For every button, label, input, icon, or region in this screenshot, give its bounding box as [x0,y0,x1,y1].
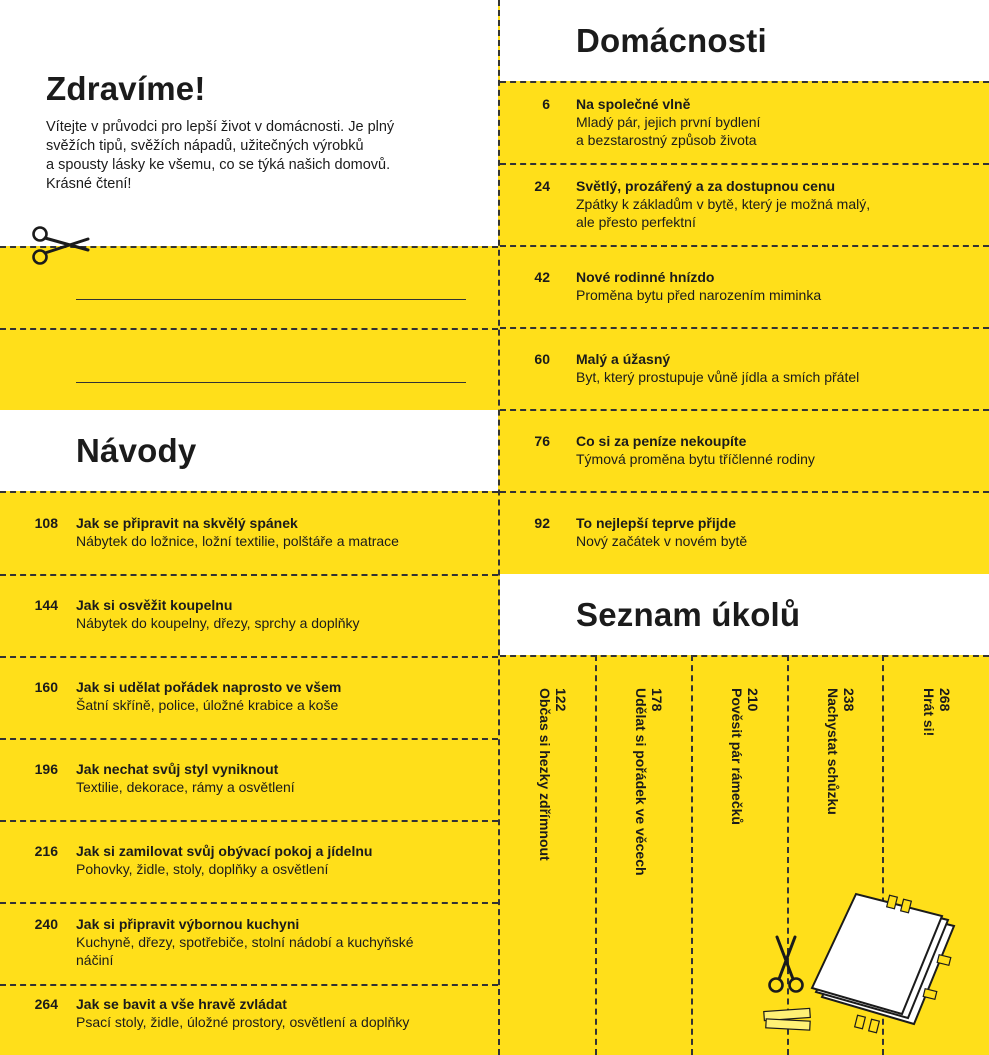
item-desc: Zpátky k základům v bytě, který je možná malý, [576,196,871,212]
page-number: 216 [34,843,58,859]
page-number: 6 [542,96,550,112]
item-desc: Byt, který prostupuje vůně jídla a smích přátel [576,369,860,385]
item-desc: Kuchyně, dřezy, spotřebiče, stolní nádobí a kuchyňské [76,934,414,950]
item-desc: Proměna bytu před narozením miminka [576,287,822,303]
item-title: Jak se bavit a vše hravě zvládat [76,996,287,1012]
navody-header-panel [0,410,498,491]
welcome-text-line: a spousty lásky ke všemu, co se týká našich domovů. [46,157,391,173]
notepad-icon [762,892,962,1042]
writing-line [76,299,466,300]
page-number: 42 [534,269,550,285]
page-number: 122 [553,688,569,712]
cut-line [500,81,989,83]
cut-line [500,163,989,165]
scissors-icon [30,224,90,268]
task-label: Nachystat schůzku [825,688,841,815]
cut-line [0,491,498,493]
task-tab[interactable] [825,688,857,815]
task-tab[interactable] [729,688,761,825]
task-label: Hrát si! [921,688,937,737]
seznam-heading: Seznam úkolů [576,596,801,633]
task-label: Udělat si pořádek ve věcech [633,688,649,876]
page-number: 76 [534,433,550,449]
writing-line [76,382,466,383]
item-desc: Psací stoly, židle, úložné prostory, osvětlení a doplňky [76,1014,410,1030]
item-title: Jak se připravit na skvělý spánek [76,515,298,531]
item-desc: náčiní [76,952,114,968]
cut-line [0,328,498,330]
welcome-text-line: svěžích tipů, svěžích nápadů, užitečných výrobků [46,138,364,154]
page-number: 178 [649,688,665,712]
cut-line [0,656,498,658]
item-title: Na společné vlně [576,96,691,112]
item-desc: Nábytek do ložnice, ložní textilie, polštáře a matrace [76,533,399,549]
cut-line [0,820,498,822]
item-desc: Mladý pár, jejich první bydlení [576,114,761,130]
task-label: Pověsit pár rámečků [729,688,745,825]
item-desc: ale přesto perfektní [576,214,696,230]
page-number: 160 [34,679,58,695]
page-number: 196 [34,761,58,777]
cut-line [500,491,989,493]
item-desc: Nový začátek v novém bytě [576,533,748,549]
cut-line [500,409,989,411]
cut-line [0,984,498,986]
cut-line [0,738,498,740]
task-tab[interactable] [921,688,953,736]
fold-line [498,0,500,1055]
item-title: Jak si udělat pořádek naprosto ve všem [76,679,342,695]
cut-line [500,327,989,329]
item-title: Jak si připravit výbornou kuchyni [76,916,300,932]
page-number: 264 [34,996,58,1012]
page-number: 144 [34,597,58,613]
item-title: To nejlepší teprve přijde [576,515,737,531]
item-title: Světlý, prozářený a za dostupnou cenu [576,178,836,194]
welcome-text-line: Krásné čtení! [46,176,132,192]
domacnosti-heading: Domácnosti [576,22,767,59]
item-title: Co si za peníze nekoupíte [576,433,747,449]
page-number: 108 [34,515,58,531]
welcome-text [46,118,446,194]
item-desc: Týmová proměna bytu tříčlenné rodiny [576,451,815,467]
cut-line [500,655,989,657]
page-number: 238 [841,688,857,712]
task-tab[interactable] [537,688,569,861]
item-title: Jak si zamilovat svůj obývací pokoj a jídelnu [76,843,373,859]
page-number: 60 [534,351,550,367]
tab-divider [691,655,693,1055]
item-desc: Šatní skříně, police, úložné krabice a koše [76,697,339,713]
welcome-text-line: Vítejte v průvodci pro lepší život v domácnosti. Je plný [46,119,395,135]
page-number: 268 [937,688,953,712]
page-number: 240 [34,916,58,932]
item-desc: Textilie, dekorace, rámy a osvětlení [76,779,295,795]
item-desc: a bezstarostný způsob života [576,132,757,148]
item-title: Jak si osvěžit koupelnu [76,597,233,613]
item-desc: Pohovky, židle, stoly, doplňky a osvětlení [76,861,329,877]
item-title: Malý a úžasný [576,351,671,367]
task-tab[interactable] [633,688,665,876]
cut-line [500,245,989,247]
page-number: 210 [745,688,761,712]
page-number: 92 [534,515,550,531]
tab-divider [595,655,597,1055]
cut-line [0,902,498,904]
cut-line [0,574,498,576]
navody-heading: Návody [76,432,197,469]
task-label: Občas si hezky zdřímnout [537,688,553,861]
item-title: Nové rodinné hnízdo [576,269,715,285]
welcome-title: Zdravíme! [46,70,206,107]
item-desc: Nábytek do koupelny, dřezy, sprchy a doplňky [76,615,360,631]
item-title: Jak nechat svůj styl vyniknout [76,761,279,777]
page-number: 24 [534,178,550,194]
